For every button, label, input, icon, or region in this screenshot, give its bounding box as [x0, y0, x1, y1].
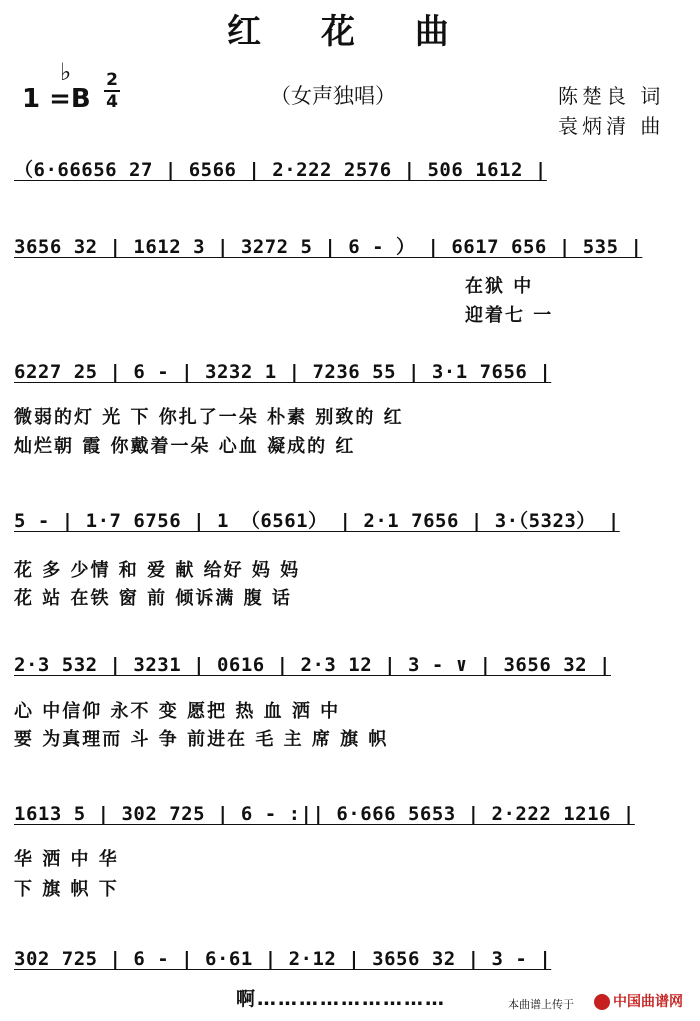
lyric-line-2a: 在狱 中 — [465, 276, 534, 297]
ending-lyric: 啊……………………… — [236, 988, 447, 1010]
lyric-line-4b: 花 站 在铁 窗 前 倾诉满 腹 话 — [14, 588, 292, 609]
song-title: 红 花 曲 — [227, 12, 473, 52]
time-signature — [104, 70, 120, 112]
lyric-line-4a: 花 多 少情 和 爱 献 给好 妈 妈 — [14, 560, 301, 581]
notation-line-4: 5 - | 1·7 6756 | 1 （6561） | 2·1 7656 | 3·（5323） | — [14, 510, 620, 532]
lyric-line-5b: 要 为真理而 斗 争 前进在 毛 主 席 旗 帜 — [14, 729, 389, 750]
notation-line-5: 2·3 532 | 3231 | 0616 | 2·3 12 | 3 - ∨ | 3656 32 | — [14, 654, 611, 676]
lyric-line-6a: 华 洒 中 华 — [14, 849, 119, 870]
lyricist-credit: 陈楚良 词 — [558, 84, 665, 108]
notation-line-7: 302 725 | 6 - | 6·61 | 2·12 | 3656 32 | 3 - | — [14, 948, 552, 970]
lyric-line-3b: 灿烂朝 霞 你戴着一朵 心血 凝成的 红 — [14, 436, 356, 457]
lyric-line-2b: 迎着七 一 — [465, 305, 554, 326]
notation-line-2: 3656 32 | 1612 3 | 3272 5 | 6 - ） | 6617 656 | 535 | — [14, 236, 643, 258]
notation-line-6: 1613 5 | 302 725 | 6 - :|| 6·666 5653 | 2·222 1216 | — [14, 803, 635, 825]
notation-line-3: 6227 25 | 6 - | 3232 1 | 7236 55 | 3·1 7656 | — [14, 361, 552, 383]
notation-line-1: （6·66656 27 | 6566 | 2·222 2576 | 506 1612 | — [14, 159, 547, 181]
composer-credit: 袁炳清 曲 — [558, 114, 665, 138]
site-logo — [594, 991, 683, 1011]
lyric-line-6b: 下 旗 帜 下 — [14, 879, 119, 900]
logo-icon — [594, 994, 610, 1010]
meter-bottom: 4 — [106, 92, 118, 112]
performance-type: （女声独唱） — [270, 84, 396, 108]
lyric-line-5a: 心 中信仰 永不 变 愿把 热 血 洒 中 — [14, 701, 341, 722]
key-signature: 1 =B — [22, 84, 91, 114]
meter-top: 2 — [106, 70, 118, 90]
lyric-line-3a: 微弱的灯 光 下 你扎了一朵 朴素 别致的 红 — [14, 407, 404, 428]
flat-sign: ♭ — [60, 58, 72, 86]
logo-text: 中国曲谱网 — [613, 994, 683, 1010]
upload-note: 本曲谱上传于 — [508, 998, 574, 1011]
